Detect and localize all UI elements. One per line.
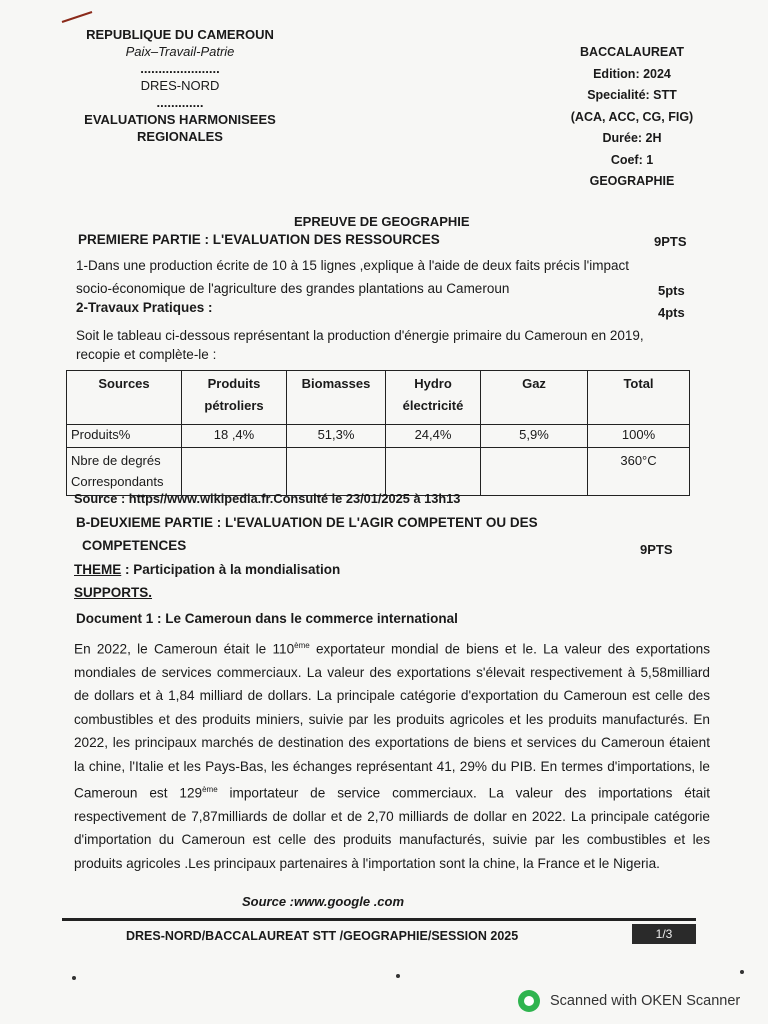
doc-sup-1: ème (294, 641, 310, 650)
table-source: Source : https//www.wikipedia.fr.Consulté le 23/01/2025 à 13h13 (74, 491, 461, 506)
dots-separator: ...................... (140, 61, 220, 76)
coef: Coef: 1 (610, 152, 654, 167)
region: DRES-NORD (140, 78, 220, 93)
edition: Edition: 2024 (593, 66, 671, 81)
table-cell: 24,4% (386, 424, 481, 447)
q2-heading: 2-Travaux Pratiques : (76, 300, 213, 315)
table-header-cell: Produits pétroliers (182, 371, 287, 425)
dots-separator: ............. (156, 95, 204, 110)
theme-value: : Participation à la mondialisation (121, 562, 341, 577)
punch-mark (740, 970, 744, 974)
q1-line-2: socio-économique de l'agriculture des grandes plantations au Cameroun (76, 281, 510, 296)
doc-text-1: En 2022, le Cameroun était le 110 (74, 641, 295, 657)
theme-label: THEME (74, 562, 122, 577)
eval-line-2: REGIONALES (137, 129, 223, 144)
duration: Durée: 2H (602, 131, 662, 145)
q1-points: 5pts (658, 283, 685, 298)
table-cell (386, 448, 481, 496)
table-row (67, 424, 690, 447)
part1-heading: PREMIERE PARTIE : L'EVALUATION DES RESSOURCES (78, 232, 440, 247)
table-cell: 18 ,4% (182, 424, 287, 447)
part2-heading-line-1: B-DEUXIEME PARTIE : L'EVALUATION DE L'AGIR COMPETENT OU DES (76, 515, 538, 530)
document1-body (74, 634, 710, 875)
doc-text-2: exportateur mondial de biens et le. La valeur des exportations mondiales de services commerciaux. La valeur des exportations s'élevait respectivement à 5,58milliard de dollars et à 1,84 milliard de dollars. La principale catégorie d'exportation du Cameroun est celle des combustibles et des produits miniers, suivie par les produits agricoles et les produits manufacturés. En 2022, les principaux marchés de destination des exportations de biens et services du Cameroun étaient la chine, l'Italie et les Pays-Bas, les échanges représentant 41, 29% du PIB. En termes d'importations, le Cameroun est 129 (74, 641, 710, 801)
part1-points: 9PTS (654, 234, 687, 249)
footer-rule (62, 918, 696, 921)
table-cell: 100% (588, 424, 690, 447)
punch-mark (72, 976, 76, 980)
document1-heading (76, 608, 458, 630)
table-row (67, 448, 690, 496)
table-cell: Nbre de degrés Correspondants (67, 448, 182, 496)
table-cell: 360°C (588, 448, 690, 496)
series: (ACA, ACC, CG, FIG) (570, 109, 694, 124)
table-cell: Produits% (67, 424, 182, 447)
document1-label: Document 1 (76, 611, 154, 626)
footer-text: DRES-NORD/BACCALAUREAT STT /GEOGRAPHIE/SESSION 2025 (126, 929, 519, 943)
table-header-row (67, 371, 690, 425)
q2-line-1: Soit le tableau ci-dessous représentant la production d'énergie primaire du Cameroun en 2019, (76, 328, 644, 343)
pen-stroke-mark (60, 10, 94, 26)
motto: Paix–Travail-Patrie (125, 44, 235, 59)
table-cell (182, 448, 287, 496)
energy-table (66, 370, 690, 496)
header-right (552, 42, 712, 193)
q2-line-2: recopie et complète-le : (76, 347, 217, 362)
exam-name: BACCALAUREAT (580, 45, 684, 59)
part2-heading-line-2: COMPETENCES (82, 538, 187, 553)
q1-line-1: 1-Dans une production écrite de 10 à 15 lignes ,explique à l'aide de deux faits précis l'impact (76, 258, 629, 273)
page-number: 1/3 (632, 924, 696, 944)
table-cell: 5,9% (481, 424, 588, 447)
eval-line-1: EVALUATIONS HARMONISEES (84, 112, 276, 127)
document1-source: Source :www.google .com (242, 894, 405, 909)
supports-label: SUPPORTS. (74, 585, 153, 600)
scanner-watermark (518, 990, 740, 1012)
q2-points: 4pts (658, 305, 685, 320)
scanner-logo-icon (518, 990, 540, 1012)
table-header-cell: Total (588, 371, 690, 425)
theme-line (74, 559, 340, 581)
table-header-cell: Hydro électricité (386, 371, 481, 425)
table-cell (287, 448, 386, 496)
table-header-cell: Sources (67, 371, 182, 425)
header-left (60, 26, 300, 145)
subject: GEOGRAPHIE (589, 174, 675, 188)
table-header-cell: Gaz (481, 371, 588, 425)
exam-title: EPREUVE DE GEOGRAPHIE (294, 214, 470, 229)
country-name: REPUBLIQUE DU CAMEROUN (86, 27, 274, 42)
punch-mark (396, 974, 400, 978)
table-cell: 51,3% (287, 424, 386, 447)
table-cell (481, 448, 588, 496)
doc-text-3: importateur de service commerciaux. La valeur des importations était respectivement de 7,87milliards de dollar et de 2,70 milliards de dollar en 2022. La principale catégorie d'importation du Cameroun est celle des produits manufacturés, suivie par les combustibles et les produits agricoles .Les principaux partenaires à l'importation sont la chine, la France et le Nigeria. (74, 785, 710, 871)
scanner-text: Scanned with OKEN Scanner (550, 993, 741, 1009)
document1-title: : Le Cameroun dans le commerce international (153, 611, 458, 626)
table-header-cell: Biomasses (287, 371, 386, 425)
part2-points: 9PTS (640, 542, 673, 557)
speciality: Specialité: STT (587, 88, 677, 102)
doc-sup-2: ème (202, 784, 218, 794)
